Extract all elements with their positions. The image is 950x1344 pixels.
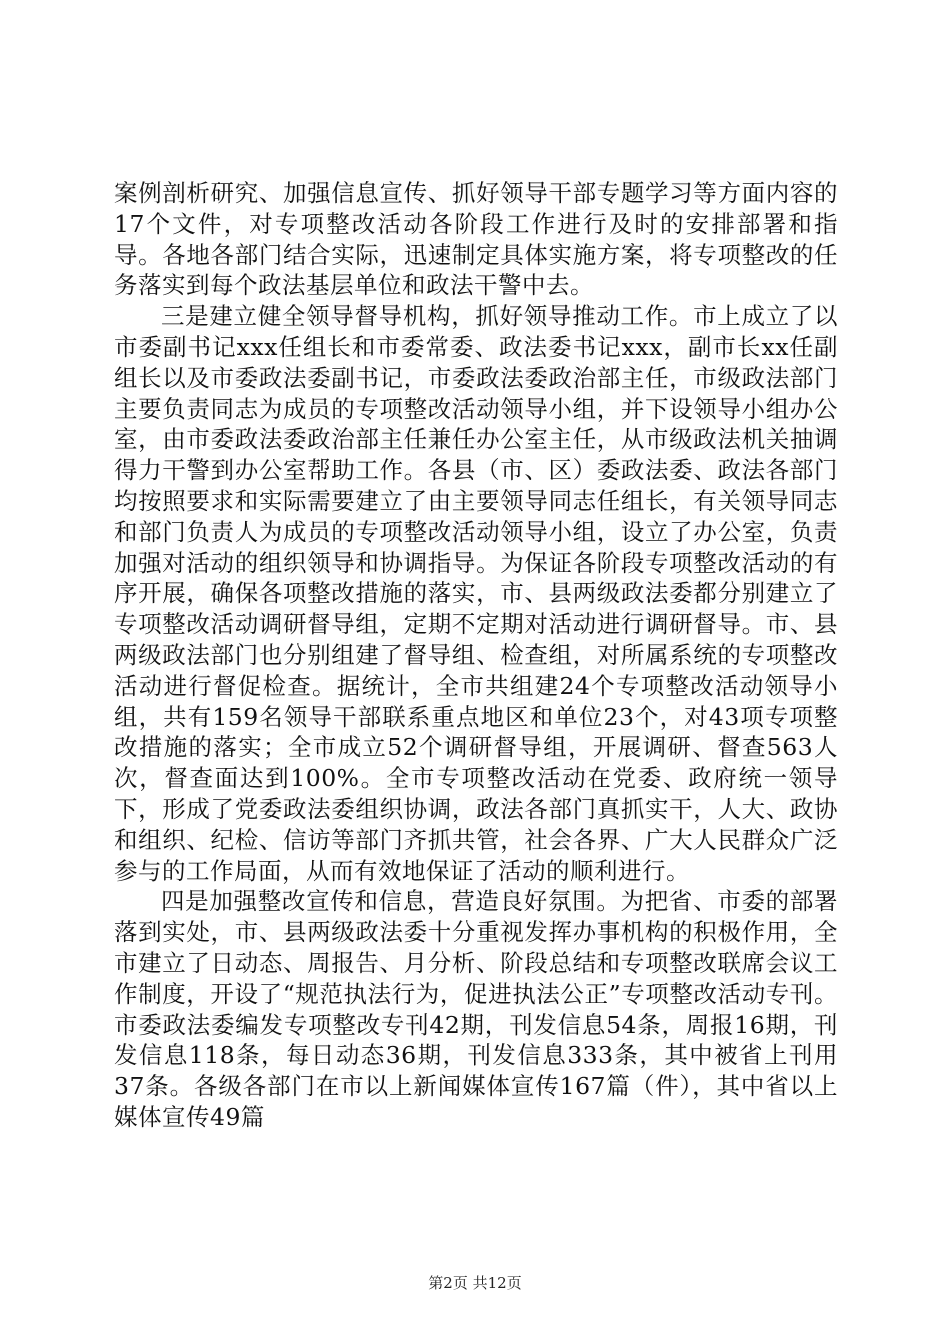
paragraph-1: 案例剖析研究、加强信息宣传、抓好领导干部专题学习等方面内容的17个文件，对专项整改活动各阶段工作进行及时的安排部署和指导。各地各部门结合实际，迅速制定具体实施方案，将专项整改的任务落实到每个政法基层单位和政法干警中去。: [114, 179, 838, 300]
page-footer: [0, 1272, 950, 1293]
document-body: [114, 178, 838, 1133]
page-number-label: 第2页 共12页: [428, 1274, 522, 1292]
paragraph-2: 三是建立健全领导督导机构，抓好领导推动工作。市上成立了以市委副书记xxx任组长和市委常委、政法委书记xxx，副市长xx任副组长以及市委政法委副书记，市委政法委政治部主任，市级政法部门主要负责同志为成员的专项整改活动领导小组，并下设领导小组办公室，由市委政法委政治部主任兼任办公室主任，从市级政法机关抽调得力干警到办公室帮助工作。各县（市、区）委政法委、政法各部门均按照要求和实际需要建立了由主要领导同志任组长，有关领导同志和部门负责人为成员的专项整改活动领导小组，设立了办公室，负责加强对活动的组织领导和协调指导。为保证各阶段专项整改活动的有序开展，确保各项整改措施的落实，市、县两级政法委都分别建立了专项整改活动调研督导组，定期不定期对活动进行调研督导。市、县两级政法部门也分别组建了督导组、检查组，对所属系统的专项整改活动进行督促检查。据统计，全市共组建24个专项整改活动领导小组，共有159名领导干部联系重点地区和单位23个，对43项专项整改措施的落实；全市成立52个调研督导组，开展调研、督查563人次，督查面达到100%。全市专项整改活动在党委、政府统一领导下，形成了党委政法委组织协调，政法各部门真抓实干，人大、政协和组织、纪检、信访等部门齐抓共管，社会各界、广大人民群众广泛参与的工作局面，从而有效地保证了活动的顺利进行。: [114, 302, 838, 885]
paragraph-3: 四是加强整改宣传和信息，营造良好氛围。为把省、市委的部署落到实处，市、县两级政法委十分重视发挥办事机构的积极作用，全市建立了日动态、周报告、月分析、阶段总结和专项整改联席会议工作制度，开设了“规范执法行为，促进执法公正”专项整改活动专刊。市委政法委编发专项整改专刊42期，刊发信息54条，周报16期，刊发信息118条，每日动态36期，刊发信息333条，其中被省上刊用37条。各级各部门在市以上新闻媒体宣传167篇（件），其中省以上媒体宣传49篇: [114, 887, 838, 1131]
